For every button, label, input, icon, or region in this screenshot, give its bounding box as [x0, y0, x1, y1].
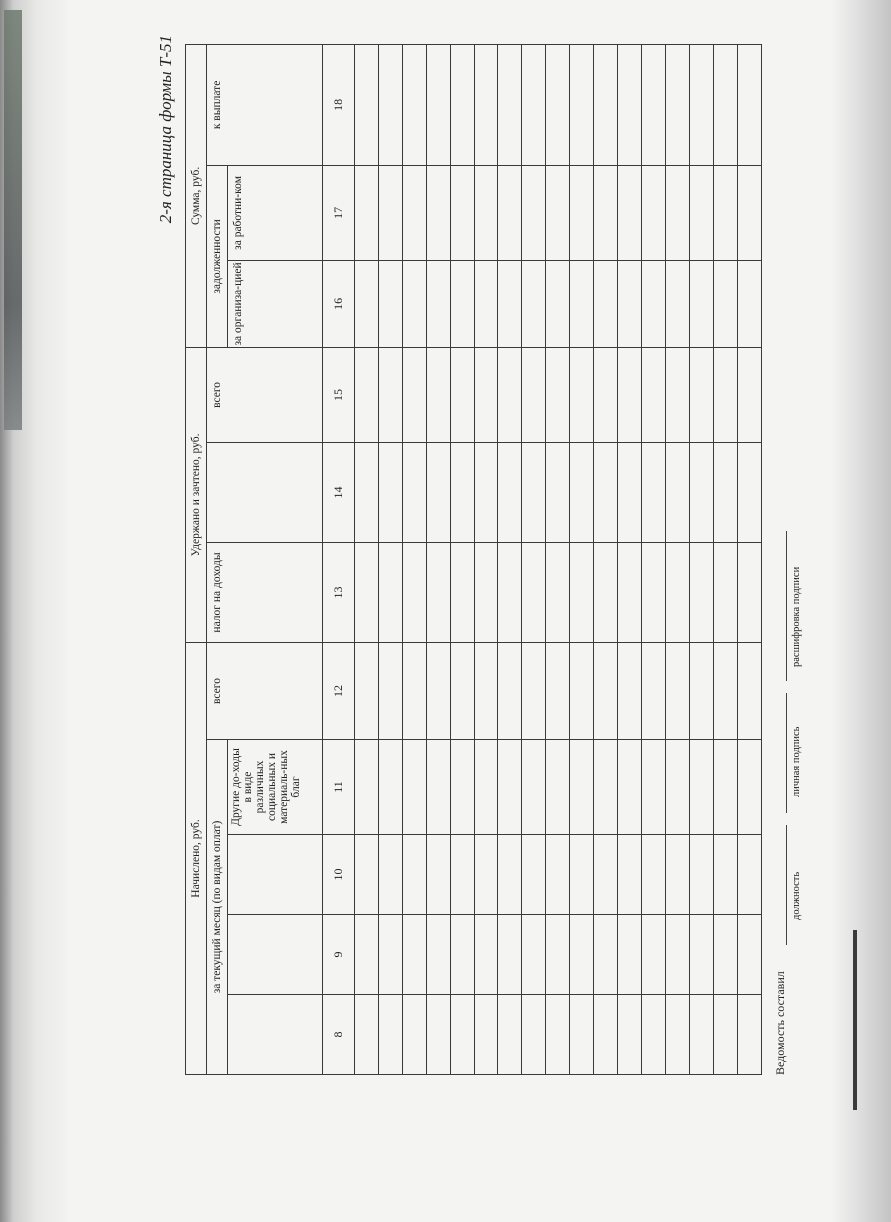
table-cell [450, 44, 474, 165]
table-cell [714, 260, 738, 347]
table-cell [378, 542, 402, 642]
table-cell [450, 740, 474, 835]
table-cell [642, 995, 666, 1075]
table-cell [474, 995, 498, 1075]
table-cell [354, 347, 378, 442]
table-cell [690, 165, 714, 260]
table-cell [570, 542, 594, 642]
form-title: 2-я страница формы Т-51 [156, 35, 175, 224]
table-cell [618, 165, 642, 260]
table-cell [594, 995, 618, 1075]
table-cell [426, 542, 450, 642]
table-cell [378, 642, 402, 739]
table-row [594, 44, 618, 1074]
table-cell [594, 642, 618, 739]
table-cell [594, 740, 618, 835]
column-number: 16 [323, 260, 354, 347]
table-cell [498, 642, 522, 739]
table-cell [642, 347, 666, 442]
table-cell [426, 995, 450, 1075]
header-blank-8 [227, 995, 323, 1075]
table-cell [402, 642, 426, 739]
column-number-row [323, 44, 354, 1074]
table-cell [402, 835, 426, 915]
page-edge [831, 0, 891, 1222]
table-cell [498, 165, 522, 260]
table-cell [498, 915, 522, 995]
table-cell [618, 542, 642, 642]
table-cell [474, 44, 498, 165]
table-cell [378, 442, 402, 542]
column-number: 8 [323, 995, 354, 1075]
column-number: 12 [323, 642, 354, 739]
table-cell [474, 740, 498, 835]
table-cell [737, 442, 761, 542]
table-cell [402, 915, 426, 995]
table-cell [354, 542, 378, 642]
table-cell [402, 165, 426, 260]
table-cell [570, 260, 594, 347]
table-cell [450, 260, 474, 347]
table-cell [570, 740, 594, 835]
table-cell [402, 260, 426, 347]
table-cell [618, 995, 642, 1075]
table-cell [474, 542, 498, 642]
table-cell [618, 642, 642, 739]
table-cell [546, 260, 570, 347]
table-cell [594, 260, 618, 347]
column-number: 15 [323, 347, 354, 442]
table-cell [570, 442, 594, 542]
table-cell [522, 915, 546, 995]
column-number: 17 [323, 165, 354, 260]
header-debt: задолженности [206, 165, 227, 347]
table-cell [594, 835, 618, 915]
table-cell [474, 835, 498, 915]
column-number: 14 [323, 442, 354, 542]
table-cell [378, 165, 402, 260]
table-cell [378, 995, 402, 1075]
table-cell [402, 347, 426, 442]
table-cell [714, 995, 738, 1075]
header-debt-emp: за работни-ком [227, 165, 323, 260]
table-cell [570, 995, 594, 1075]
table-cell [642, 542, 666, 642]
table-row [737, 44, 761, 1074]
table-cell [474, 260, 498, 347]
header-sum: Сумма, руб. [186, 44, 207, 347]
table-cell [426, 347, 450, 442]
table-cell [354, 835, 378, 915]
position-line [786, 825, 787, 945]
table-cell [474, 442, 498, 542]
table-cell [570, 915, 594, 995]
table-cell [594, 347, 618, 442]
table-cell [570, 44, 594, 165]
table-cell [474, 642, 498, 739]
rotated-form-sheet [148, 17, 823, 1117]
table-cell [666, 995, 690, 1075]
table-cell [714, 442, 738, 542]
table-cell [378, 347, 402, 442]
table-row [450, 44, 474, 1074]
table-cell [737, 835, 761, 915]
table-cell [690, 44, 714, 165]
table-cell [690, 542, 714, 642]
table-cell [737, 642, 761, 739]
table-cell [618, 347, 642, 442]
table-cell [546, 165, 570, 260]
table-cell [426, 44, 450, 165]
table-cell [642, 44, 666, 165]
table-row [378, 44, 402, 1074]
table-cell [594, 915, 618, 995]
table-cell [737, 347, 761, 442]
blank-data-rows [354, 44, 761, 1074]
table-cell [426, 915, 450, 995]
table-cell [642, 835, 666, 915]
table-cell [618, 835, 642, 915]
table-cell [354, 642, 378, 739]
table-cell [474, 347, 498, 442]
table-cell [594, 165, 618, 260]
table-cell [737, 542, 761, 642]
table-cell [354, 915, 378, 995]
table-cell [378, 915, 402, 995]
table-cell [737, 44, 761, 165]
table-row [570, 44, 594, 1074]
table-cell [618, 915, 642, 995]
table-cell [450, 915, 474, 995]
table-cell [642, 642, 666, 739]
table-cell [378, 260, 402, 347]
table-cell [354, 260, 378, 347]
table-cell [498, 740, 522, 835]
column-number: 18 [323, 44, 354, 165]
spine-shadow [4, 10, 22, 430]
table-row [354, 44, 378, 1074]
table-cell [522, 165, 546, 260]
table-row [522, 44, 546, 1074]
table-cell [642, 260, 666, 347]
signature-line [786, 693, 787, 813]
table-cell [402, 995, 426, 1075]
table-cell [450, 642, 474, 739]
header-debt-org: за организа-цией [227, 260, 323, 347]
table-cell [690, 642, 714, 739]
table-cell [498, 260, 522, 347]
table-cell [426, 642, 450, 739]
table-cell [402, 442, 426, 542]
table-cell [546, 835, 570, 915]
table-cell [618, 260, 642, 347]
table-cell [714, 835, 738, 915]
table-cell [546, 542, 570, 642]
table-cell [426, 442, 450, 542]
table-row [426, 44, 450, 1074]
table-cell [690, 740, 714, 835]
table-cell [737, 165, 761, 260]
table-cell [737, 740, 761, 835]
table-row [690, 44, 714, 1074]
table-cell [378, 740, 402, 835]
book-spine [0, 0, 68, 1222]
table-cell [570, 835, 594, 915]
table-row [546, 44, 570, 1074]
table-cell [690, 442, 714, 542]
table-cell [690, 347, 714, 442]
table-cell [666, 835, 690, 915]
table-cell [426, 165, 450, 260]
header-current-month: за текущий месяц (по видам оплат) [206, 740, 227, 1075]
table-cell [402, 542, 426, 642]
table-cell [522, 44, 546, 165]
table-cell [594, 44, 618, 165]
table-row [642, 44, 666, 1074]
table-cell [642, 442, 666, 542]
table-cell [666, 44, 690, 165]
header-accrued: Начислено, руб. [186, 642, 207, 1074]
table-cell [642, 740, 666, 835]
table-cell [450, 165, 474, 260]
table-cell [354, 740, 378, 835]
table-cell [666, 915, 690, 995]
table-cell [546, 740, 570, 835]
header-withheld-total: всего [206, 347, 323, 442]
table-cell [714, 542, 738, 642]
table-cell [737, 995, 761, 1075]
table-cell [714, 642, 738, 739]
column-number: 13 [323, 542, 354, 642]
table-cell [354, 995, 378, 1075]
table-cell [690, 995, 714, 1075]
table-cell [714, 165, 738, 260]
table-cell [498, 835, 522, 915]
table-cell [498, 442, 522, 542]
table-cell [618, 44, 642, 165]
table-cell [498, 347, 522, 442]
table-cell [666, 740, 690, 835]
table-cell [690, 915, 714, 995]
table-cell [522, 442, 546, 542]
table-cell [546, 347, 570, 442]
header-accrued-total: всего [206, 642, 323, 739]
table-row [402, 44, 426, 1074]
table-cell [714, 347, 738, 442]
table-cell [474, 915, 498, 995]
table-cell [666, 442, 690, 542]
position-caption: должность [791, 871, 802, 920]
table-cell [714, 44, 738, 165]
table-cell [378, 835, 402, 915]
table-cell [450, 542, 474, 642]
table-cell [690, 835, 714, 915]
table-cell [546, 642, 570, 739]
table-cell [522, 642, 546, 739]
header-income-tax: налог на доходы [206, 542, 323, 642]
table-cell [402, 740, 426, 835]
table-row [666, 44, 690, 1074]
personal-signature-caption: личная подпись [791, 726, 802, 797]
table-cell [522, 995, 546, 1075]
table-cell [522, 835, 546, 915]
table-cell [690, 260, 714, 347]
table-cell [522, 260, 546, 347]
table-cell [450, 347, 474, 442]
table-cell [666, 165, 690, 260]
table-cell [474, 165, 498, 260]
table-cell [498, 44, 522, 165]
payroll-table [185, 44, 762, 1075]
table-row [618, 44, 642, 1074]
table-cell [426, 835, 450, 915]
table-cell [378, 44, 402, 165]
transcript-line [786, 531, 787, 681]
table-cell [618, 740, 642, 835]
table-cell [354, 44, 378, 165]
table-cell [642, 915, 666, 995]
table-cell [402, 44, 426, 165]
table-cell [546, 915, 570, 995]
header-blank-9 [227, 915, 323, 995]
header-withheld: Удержано и зачтено, руб. [186, 347, 207, 642]
table-cell [546, 44, 570, 165]
table-cell [450, 835, 474, 915]
table-cell [570, 347, 594, 442]
table-cell [666, 347, 690, 442]
header-other-income: Другие до-ходы в виде различных социальных и материаль-ных благ [227, 740, 323, 835]
table-cell [666, 260, 690, 347]
table-cell [737, 260, 761, 347]
header-blank-10 [227, 835, 323, 915]
table-cell [570, 165, 594, 260]
table-cell [498, 542, 522, 642]
column-number: 9 [323, 915, 354, 995]
table-cell [714, 740, 738, 835]
table-row [714, 44, 738, 1074]
table-cell [618, 442, 642, 542]
table-cell [594, 442, 618, 542]
table-cell [450, 995, 474, 1075]
table-cell [546, 442, 570, 542]
header-to-pay: к выплате [206, 44, 323, 165]
signature-block [773, 45, 813, 1075]
table-cell [666, 642, 690, 739]
table-cell [642, 165, 666, 260]
table-cell [594, 542, 618, 642]
table-cell [546, 995, 570, 1075]
header-blank-withheld [206, 442, 323, 542]
table-row [498, 44, 522, 1074]
column-number: 10 [323, 835, 354, 915]
table-cell [354, 165, 378, 260]
table-cell [522, 347, 546, 442]
table-cell [354, 442, 378, 542]
table-cell [498, 995, 522, 1075]
table-cell [737, 915, 761, 995]
table-cell [570, 642, 594, 739]
compiled-by-label: Ведомость составил [773, 971, 787, 1075]
table-cell [714, 915, 738, 995]
page-edge-mark [853, 930, 857, 1110]
column-number: 11 [323, 740, 354, 835]
signature-transcript-caption: расшифровка подписи [791, 566, 802, 667]
table-cell [522, 542, 546, 642]
table-row [474, 44, 498, 1074]
table-cell [426, 740, 450, 835]
table-cell [426, 260, 450, 347]
table-cell [450, 442, 474, 542]
table-cell [666, 542, 690, 642]
table-cell [522, 740, 546, 835]
